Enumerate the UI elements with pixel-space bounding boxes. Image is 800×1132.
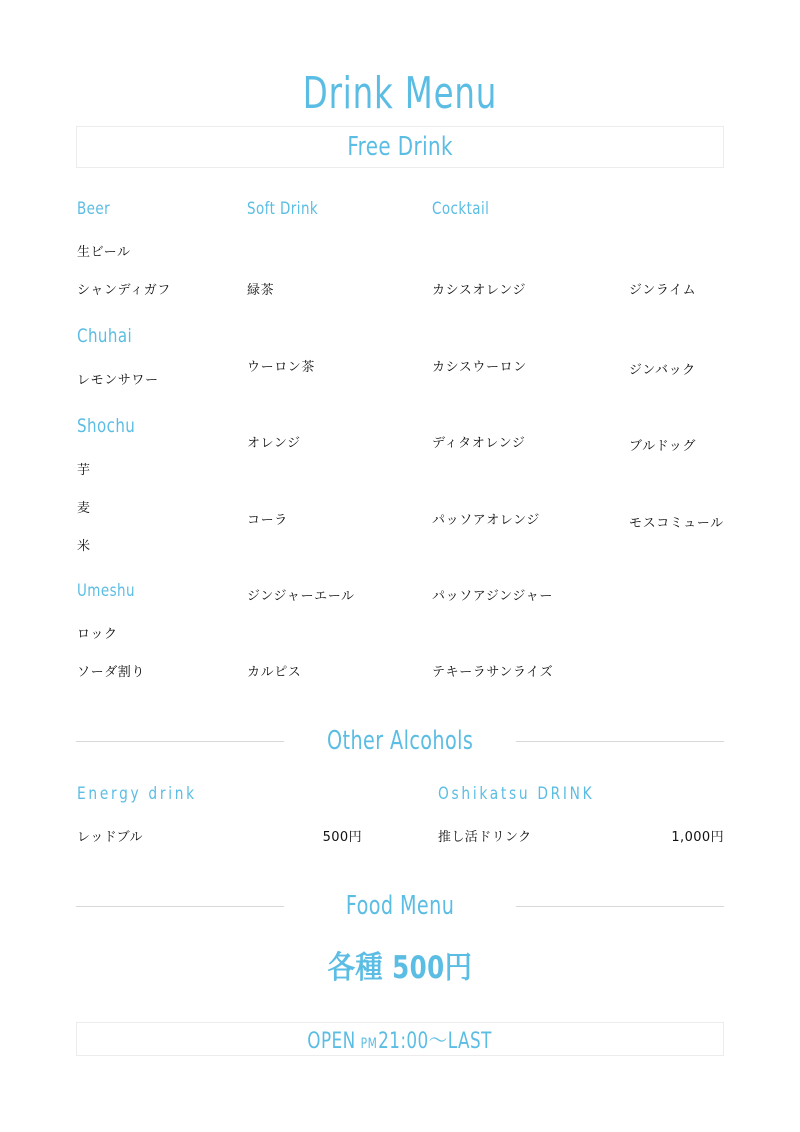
menu-item: 芋: [77, 463, 91, 478]
menu-item: ウーロン茶: [247, 360, 316, 375]
category-chuhai: Chuhai: [77, 325, 133, 347]
pm-label: PM: [361, 1035, 378, 1052]
menu-item: パッソアジンジャー: [432, 589, 553, 604]
menu-item: シャンディガフ: [77, 283, 171, 298]
divider-line: [516, 741, 724, 742]
category-umeshu: Umeshu: [77, 581, 135, 601]
open-label: OPEN: [307, 1028, 357, 1054]
category-oshikatsu-drink: Oshikatsu DRINK: [438, 784, 595, 804]
food-menu-heading: Food Menu: [345, 891, 455, 921]
menu-item: ジンジャーエール: [247, 589, 355, 604]
menu-item: ディタオレンジ: [432, 436, 526, 451]
category-energy-drink: Energy drink: [77, 784, 197, 804]
menu-item: ソーダ割り: [77, 665, 146, 680]
item-name: 推し活ドリンク: [438, 830, 532, 845]
menu-item: 緑茶: [247, 283, 275, 298]
category-cocktail: Cocktail: [432, 199, 490, 219]
category-shochu: Shochu: [77, 415, 136, 437]
divider-line: [76, 906, 284, 907]
opening-hours-text: [308, 1024, 492, 1055]
food-price: 各種 500円: [327, 950, 473, 986]
menu-item: パッソアオレンジ: [432, 513, 541, 528]
menu-item: 米: [77, 539, 91, 554]
menu-item: オレンジ: [247, 436, 301, 451]
menu-item: レモンサワー: [77, 373, 159, 388]
menu-item: コーラ: [247, 513, 288, 528]
menu-item: カルピス: [247, 665, 302, 680]
menu-item: ブルドッグ: [629, 439, 696, 454]
time-range: 21:00～LAST: [378, 1028, 493, 1054]
divider-line: [516, 906, 724, 907]
menu-item: テキーラサンライズ: [432, 665, 554, 680]
menu-item: 生ビール: [77, 245, 131, 260]
other-alcohols-heading: Other Alcohols: [326, 726, 474, 756]
item-price: 1,000円: [671, 830, 724, 845]
menu-item: ジンバック: [629, 363, 696, 378]
price-row: [438, 826, 724, 845]
menu-item: ロック: [77, 627, 118, 642]
item-name: レッドブル: [77, 830, 143, 845]
menu-item: モスコミュール: [629, 516, 724, 531]
category-soft-drink: Soft Drink: [247, 199, 319, 219]
menu-item: カシスウーロン: [432, 360, 527, 375]
category-beer: Beer: [77, 199, 111, 219]
free-drink-banner: [76, 126, 724, 168]
item-price: 500円: [322, 830, 362, 845]
other-alcohols-divider: [76, 723, 724, 759]
opening-hours-banner: [76, 1022, 724, 1056]
menu-item: 麦: [77, 501, 91, 516]
menu-item: ジンライム: [629, 283, 697, 298]
food-menu-divider: [76, 888, 724, 924]
menu-item: カシスオレンジ: [432, 283, 527, 298]
divider-line: [76, 741, 284, 742]
free-drink-heading: Free Drink: [347, 132, 453, 162]
price-row: [77, 826, 362, 845]
page-title: Drink Menu: [302, 68, 498, 119]
